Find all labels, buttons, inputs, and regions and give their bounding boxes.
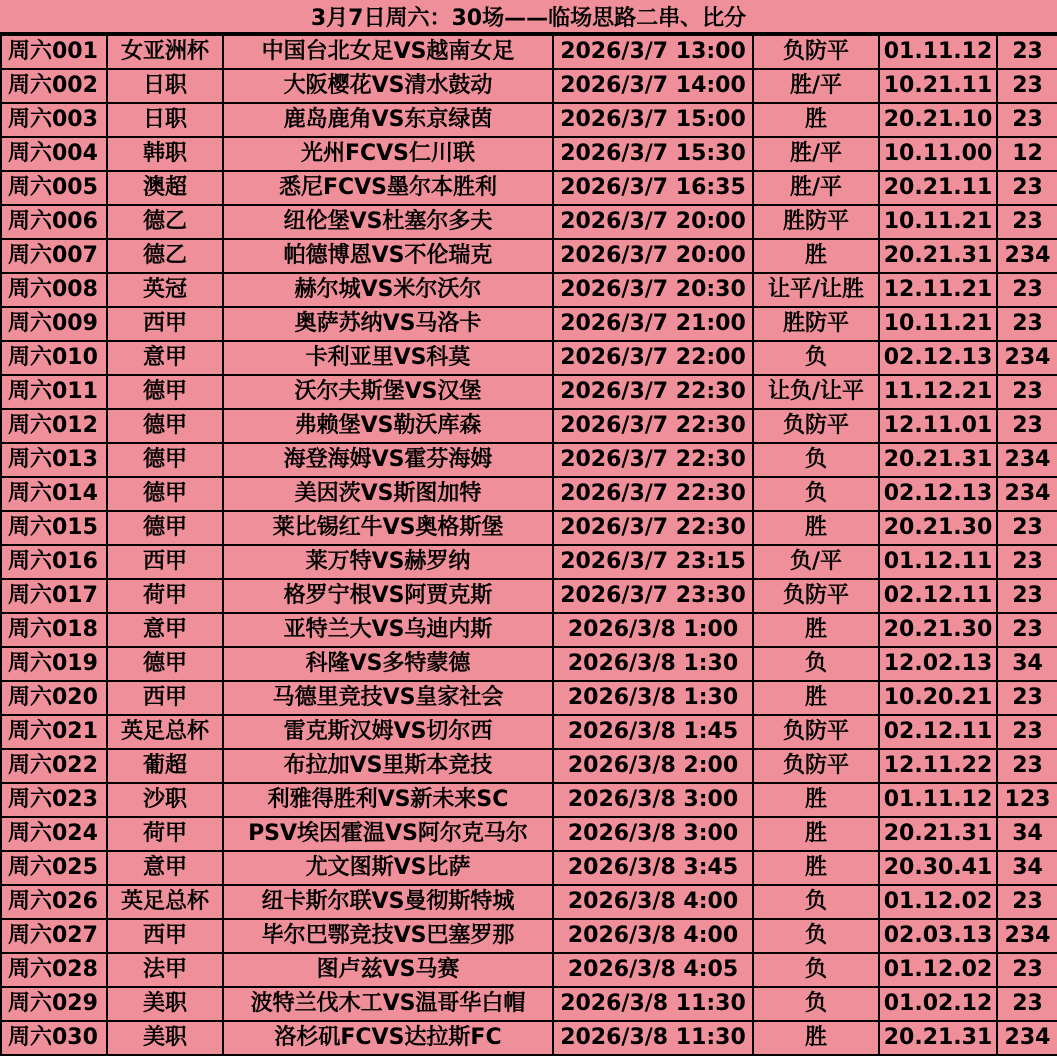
teams-cell: 中国台北女足VS越南女足 [223,35,553,69]
league-cell: 德甲 [107,647,223,681]
table-row [1,239,1057,273]
table-row [1,341,1057,375]
goal-picks-cell: 23 [997,205,1057,239]
league-cell: 葡超 [107,749,223,783]
match-id-cell: 周六021 [1,715,107,749]
match-id-cell: 周六024 [1,817,107,851]
prediction-cell: 胜/平 [753,69,879,103]
kickoff-time-cell: 2026/3/8 1:30 [553,681,753,715]
league-cell: 荷甲 [107,579,223,613]
match-id-cell: 周六014 [1,477,107,511]
kickoff-time-cell: 2026/3/7 22:00 [553,341,753,375]
kickoff-time-cell: 2026/3/7 22:30 [553,409,753,443]
prediction-cell: 负防平 [753,35,879,69]
match-table [0,34,1057,1056]
match-id-cell: 周六029 [1,987,107,1021]
score-picks-cell: 10.20.21 [879,681,997,715]
goal-picks-cell: 23 [997,681,1057,715]
match-id-cell: 周六011 [1,375,107,409]
score-picks-cell: 12.11.22 [879,749,997,783]
score-picks-cell: 12.02.13 [879,647,997,681]
score-picks-cell: 12.11.01 [879,409,997,443]
goal-picks-cell: 234 [997,1021,1057,1055]
goal-picks-cell: 23 [997,579,1057,613]
table-row [1,137,1057,171]
table-row [1,511,1057,545]
kickoff-time-cell: 2026/3/7 20:00 [553,205,753,239]
match-id-cell: 周六018 [1,613,107,647]
prediction-cell: 负/平 [753,545,879,579]
table-row [1,851,1057,885]
prediction-cell: 负 [753,953,879,987]
table-row [1,375,1057,409]
goal-picks-cell: 234 [997,919,1057,953]
table-row [1,715,1057,749]
teams-cell: 沃尔夫斯堡VS汉堡 [223,375,553,409]
match-id-cell: 周六019 [1,647,107,681]
teams-cell: 布拉加VS里斯本竞技 [223,749,553,783]
league-cell: 荷甲 [107,817,223,851]
match-id-cell: 周六002 [1,69,107,103]
teams-cell: 莱比锡红牛VS奥格斯堡 [223,511,553,545]
kickoff-time-cell: 2026/3/7 20:00 [553,239,753,273]
goal-picks-cell: 23 [997,69,1057,103]
league-cell: 意甲 [107,851,223,885]
teams-cell: 图卢兹VS马赛 [223,953,553,987]
league-cell: 女亚洲杯 [107,35,223,69]
teams-cell: 卡利亚里VS科莫 [223,341,553,375]
score-picks-cell: 02.03.13 [879,919,997,953]
match-id-cell: 周六005 [1,171,107,205]
sheet-title: 3月7日周六：30场——临场思路二串、比分 [0,0,1057,34]
teams-cell: 鹿岛鹿角VS东京绿茵 [223,103,553,137]
prediction-cell: 负 [753,477,879,511]
league-cell: 英足总杯 [107,885,223,919]
score-picks-cell: 12.11.21 [879,273,997,307]
prediction-cell: 胜 [753,851,879,885]
table-row [1,783,1057,817]
prediction-cell: 胜 [753,239,879,273]
score-picks-cell: 20.21.31 [879,443,997,477]
teams-cell: 大阪樱花VS清水鼓动 [223,69,553,103]
table-row [1,69,1057,103]
kickoff-time-cell: 2026/3/7 20:30 [553,273,753,307]
league-cell: 德甲 [107,477,223,511]
table-row [1,545,1057,579]
league-cell: 韩职 [107,137,223,171]
score-picks-cell: 02.12.11 [879,579,997,613]
match-id-cell: 周六027 [1,919,107,953]
goal-picks-cell: 23 [997,171,1057,205]
score-picks-cell: 10.21.11 [879,69,997,103]
match-id-cell: 周六003 [1,103,107,137]
prediction-cell: 胜 [753,783,879,817]
teams-cell: 尤文图斯VS比萨 [223,851,553,885]
teams-cell: 波特兰伐木工VS温哥华白帽 [223,987,553,1021]
kickoff-time-cell: 2026/3/7 23:30 [553,579,753,613]
table-row [1,103,1057,137]
prediction-cell: 负防平 [753,409,879,443]
match-id-cell: 周六012 [1,409,107,443]
kickoff-time-cell: 2026/3/8 4:00 [553,885,753,919]
goal-picks-cell: 123 [997,783,1057,817]
kickoff-time-cell: 2026/3/8 3:45 [553,851,753,885]
league-cell: 西甲 [107,919,223,953]
league-cell: 德甲 [107,443,223,477]
teams-cell: 弗赖堡VS勒沃库森 [223,409,553,443]
kickoff-time-cell: 2026/3/7 21:00 [553,307,753,341]
kickoff-time-cell: 2026/3/8 2:00 [553,749,753,783]
table-row [1,307,1057,341]
teams-cell: 利雅得胜利VS新未来SC [223,783,553,817]
kickoff-time-cell: 2026/3/7 22:30 [553,477,753,511]
kickoff-time-cell: 2026/3/7 15:00 [553,103,753,137]
kickoff-time-cell: 2026/3/8 1:00 [553,613,753,647]
teams-cell: 纽卡斯尔联VS曼彻斯特城 [223,885,553,919]
prediction-cell: 负 [753,443,879,477]
score-picks-cell: 20.21.30 [879,511,997,545]
prediction-cell: 负防平 [753,579,879,613]
table-row [1,35,1057,69]
kickoff-time-cell: 2026/3/7 14:00 [553,69,753,103]
league-cell: 日职 [107,103,223,137]
match-id-cell: 周六030 [1,1021,107,1055]
league-cell: 西甲 [107,681,223,715]
prediction-cell: 负 [753,341,879,375]
table-row [1,409,1057,443]
score-picks-cell: 20.21.11 [879,171,997,205]
match-id-cell: 周六015 [1,511,107,545]
prediction-cell: 胜 [753,1021,879,1055]
kickoff-time-cell: 2026/3/7 13:00 [553,35,753,69]
teams-cell: 美因茨VS斯图加特 [223,477,553,511]
score-picks-cell: 10.11.21 [879,205,997,239]
match-id-cell: 周六026 [1,885,107,919]
score-picks-cell: 01.02.12 [879,987,997,1021]
teams-cell: 海登海姆VS霍芬海姆 [223,443,553,477]
match-id-cell: 周六001 [1,35,107,69]
match-id-cell: 周六017 [1,579,107,613]
league-cell: 德甲 [107,511,223,545]
teams-cell: 赫尔城VS米尔沃尔 [223,273,553,307]
table-row [1,919,1057,953]
score-picks-cell: 02.12.11 [879,715,997,749]
goal-picks-cell: 23 [997,273,1057,307]
goal-picks-cell: 234 [997,341,1057,375]
score-picks-cell: 20.21.30 [879,613,997,647]
teams-cell: 毕尔巴鄂竞技VS巴塞罗那 [223,919,553,953]
prediction-cell: 负 [753,885,879,919]
table-row [1,681,1057,715]
prediction-cell: 胜 [753,511,879,545]
goal-picks-cell: 234 [997,477,1057,511]
prediction-cell: 负 [753,987,879,1021]
league-cell: 德甲 [107,409,223,443]
match-id-cell: 周六009 [1,307,107,341]
teams-cell: 雷克斯汉姆VS切尔西 [223,715,553,749]
goal-picks-cell: 34 [997,647,1057,681]
score-picks-cell: 01.12.02 [879,885,997,919]
prediction-cell: 胜/平 [753,137,879,171]
kickoff-time-cell: 2026/3/8 1:45 [553,715,753,749]
table-row [1,647,1057,681]
match-id-cell: 周六010 [1,341,107,375]
kickoff-time-cell: 2026/3/8 11:30 [553,987,753,1021]
table-row [1,205,1057,239]
goal-picks-cell: 34 [997,851,1057,885]
teams-cell: 洛杉矶FCVS达拉斯FC [223,1021,553,1055]
goal-picks-cell: 23 [997,35,1057,69]
prediction-cell: 胜/平 [753,171,879,205]
goal-picks-cell: 23 [997,749,1057,783]
match-id-cell: 周六022 [1,749,107,783]
league-cell: 西甲 [107,307,223,341]
kickoff-time-cell: 2026/3/7 16:35 [553,171,753,205]
goal-picks-cell: 234 [997,239,1057,273]
score-picks-cell: 20.21.31 [879,239,997,273]
match-id-cell: 周六020 [1,681,107,715]
table-row [1,749,1057,783]
table-row [1,817,1057,851]
goal-picks-cell: 23 [997,715,1057,749]
league-cell: 德乙 [107,239,223,273]
score-picks-cell: 20.21.10 [879,103,997,137]
prediction-cell: 负 [753,647,879,681]
goal-picks-cell: 23 [997,409,1057,443]
match-id-cell: 周六013 [1,443,107,477]
goal-picks-cell: 23 [997,953,1057,987]
goal-picks-cell: 23 [997,307,1057,341]
table-row [1,171,1057,205]
league-cell: 美职 [107,1021,223,1055]
teams-cell: 纽伦堡VS杜塞尔多夫 [223,205,553,239]
prediction-cell: 胜 [753,817,879,851]
kickoff-time-cell: 2026/3/7 22:30 [553,511,753,545]
teams-cell: 悉尼FCVS墨尔本胜利 [223,171,553,205]
kickoff-time-cell: 2026/3/7 22:30 [553,375,753,409]
teams-cell: 光州FCVS仁川联 [223,137,553,171]
league-cell: 意甲 [107,341,223,375]
kickoff-time-cell: 2026/3/8 11:30 [553,1021,753,1055]
league-cell: 日职 [107,69,223,103]
score-picks-cell: 20.21.31 [879,817,997,851]
teams-cell: 科隆VS多特蒙德 [223,647,553,681]
goal-picks-cell: 23 [997,885,1057,919]
prediction-cell: 让负/让平 [753,375,879,409]
prediction-cell: 胜 [753,103,879,137]
teams-cell: PSV埃因霍温VS阿尔克马尔 [223,817,553,851]
goal-picks-cell: 23 [997,545,1057,579]
kickoff-time-cell: 2026/3/7 15:30 [553,137,753,171]
league-cell: 意甲 [107,613,223,647]
score-picks-cell: 20.30.41 [879,851,997,885]
table-row [1,885,1057,919]
table-row [1,579,1057,613]
match-id-cell: 周六023 [1,783,107,817]
table-row [1,273,1057,307]
goal-picks-cell: 23 [997,511,1057,545]
teams-cell: 奥萨苏纳VS马洛卡 [223,307,553,341]
league-cell: 德乙 [107,205,223,239]
goal-picks-cell: 234 [997,443,1057,477]
kickoff-time-cell: 2026/3/7 23:15 [553,545,753,579]
goal-picks-cell: 23 [997,375,1057,409]
table-row [1,1021,1057,1055]
teams-cell: 马德里竞技VS皇家社会 [223,681,553,715]
prediction-cell: 负 [753,919,879,953]
goal-picks-cell: 12 [997,137,1057,171]
table-row [1,443,1057,477]
teams-cell: 亚特兰大VS乌迪内斯 [223,613,553,647]
prediction-cell: 让平/让胜 [753,273,879,307]
league-cell: 法甲 [107,953,223,987]
league-cell: 澳超 [107,171,223,205]
match-id-cell: 周六028 [1,953,107,987]
league-cell: 德甲 [107,375,223,409]
league-cell: 美职 [107,987,223,1021]
score-picks-cell: 10.11.00 [879,137,997,171]
match-id-cell: 周六004 [1,137,107,171]
kickoff-time-cell: 2026/3/8 4:00 [553,919,753,953]
league-cell: 英冠 [107,273,223,307]
kickoff-time-cell: 2026/3/8 3:00 [553,817,753,851]
score-picks-cell: 01.12.11 [879,545,997,579]
score-picks-cell: 01.12.02 [879,953,997,987]
teams-cell: 格罗宁根VS阿贾克斯 [223,579,553,613]
goal-picks-cell: 23 [997,103,1057,137]
kickoff-time-cell: 2026/3/8 3:00 [553,783,753,817]
prediction-cell: 负防平 [753,749,879,783]
match-id-cell: 周六008 [1,273,107,307]
score-picks-cell: 02.12.13 [879,341,997,375]
match-id-cell: 周六007 [1,239,107,273]
prediction-cell: 负防平 [753,715,879,749]
kickoff-time-cell: 2026/3/8 4:05 [553,953,753,987]
table-row [1,953,1057,987]
kickoff-time-cell: 2026/3/8 1:30 [553,647,753,681]
prediction-cell: 胜防平 [753,307,879,341]
prediction-cell: 胜 [753,681,879,715]
league-cell: 沙职 [107,783,223,817]
league-cell: 英足总杯 [107,715,223,749]
league-cell: 西甲 [107,545,223,579]
goal-picks-cell: 23 [997,987,1057,1021]
teams-cell: 帕德博恩VS不伦瑞克 [223,239,553,273]
match-id-cell: 周六025 [1,851,107,885]
table-row [1,477,1057,511]
prediction-cell: 胜防平 [753,205,879,239]
goal-picks-cell: 23 [997,613,1057,647]
match-rows [1,35,1057,1055]
score-picks-cell: 01.11.12 [879,35,997,69]
match-id-cell: 周六006 [1,205,107,239]
score-picks-cell: 02.12.13 [879,477,997,511]
score-picks-cell: 01.11.12 [879,783,997,817]
goal-picks-cell: 34 [997,817,1057,851]
score-picks-cell: 11.12.21 [879,375,997,409]
table-row [1,987,1057,1021]
teams-cell: 莱万特VS赫罗纳 [223,545,553,579]
score-picks-cell: 10.11.21 [879,307,997,341]
table-row [1,613,1057,647]
kickoff-time-cell: 2026/3/7 22:30 [553,443,753,477]
score-picks-cell: 20.21.31 [879,1021,997,1055]
prediction-cell: 胜 [753,613,879,647]
match-id-cell: 周六016 [1,545,107,579]
